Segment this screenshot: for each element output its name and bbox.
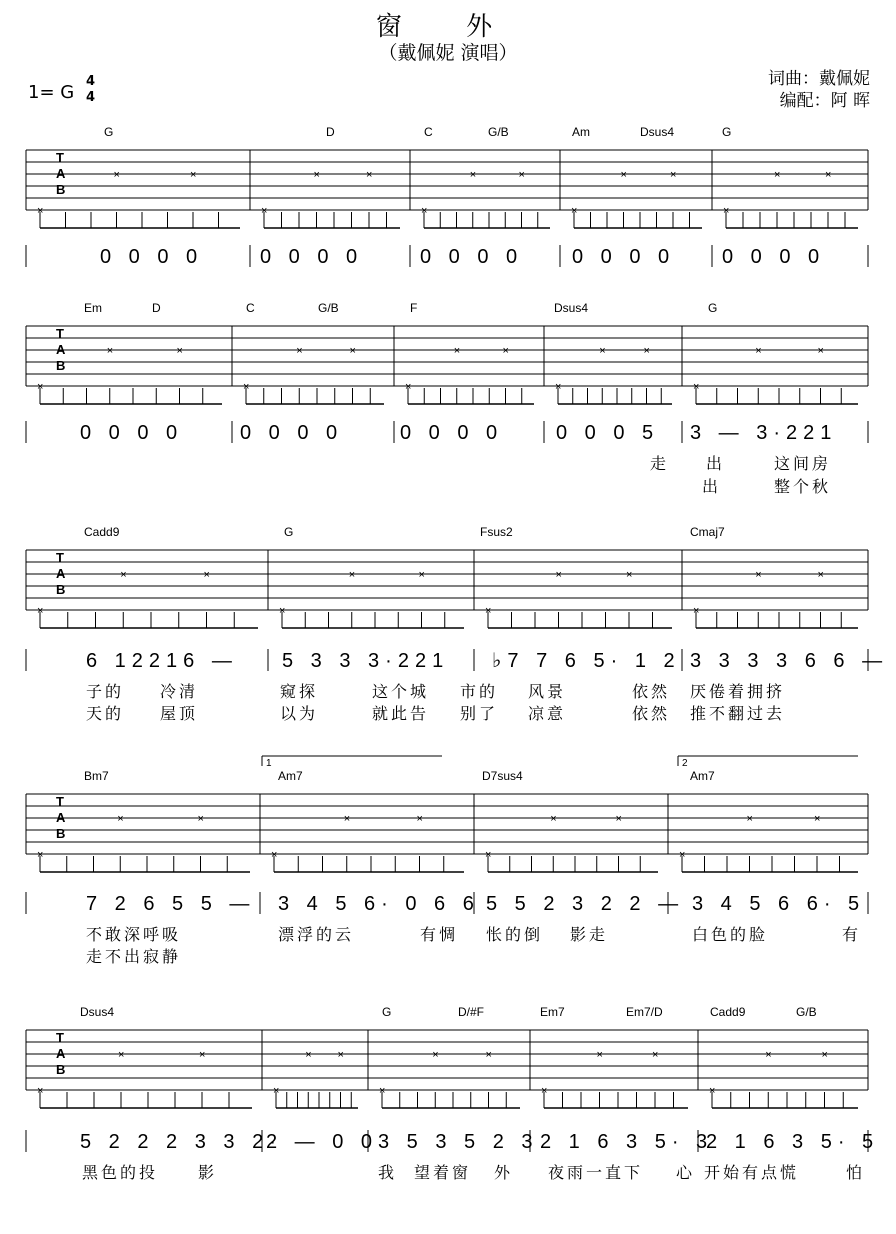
numbered-notation: 2 — 0 0 — [266, 1131, 379, 1153]
credit-lyrics-music: 词曲：戴佩妮 — [768, 69, 870, 89]
tab-fret-mark: × — [203, 569, 210, 581]
numbered-notation: 0 0 0 5 — [556, 422, 660, 444]
tab-fret-mark: × — [555, 381, 562, 393]
tab-fret-mark: × — [469, 169, 477, 181]
chord-name: Am — [572, 125, 590, 139]
time-signature-bottom: 4 — [86, 90, 96, 105]
lyric-line-2: 别了 — [460, 704, 499, 723]
tab-fret-mark: × — [615, 813, 622, 825]
lyric-line-1: 怅的倒 — [486, 925, 544, 944]
tab-fret-mark: × — [37, 1085, 44, 1097]
tab-fret-mark: × — [693, 605, 700, 617]
tab-fret-mark: × — [416, 813, 423, 825]
volta-number: 1 — [266, 758, 272, 769]
key-signature: 1= G — [28, 82, 75, 103]
numbered-notation: 5 5 2 3 2 2 — — [486, 893, 685, 915]
chord-name: G/B — [488, 125, 509, 139]
time-signature-top: 4 — [86, 74, 96, 89]
tab-fret-mark: × — [106, 345, 114, 357]
tab-fret-mark: × — [571, 205, 578, 217]
lyric-line-2: 以为 — [280, 704, 319, 723]
numbered-notation: ♭7 7 6 5· 1 2 — [492, 650, 681, 672]
numbered-notation: 3 — 3·221 — [690, 422, 838, 444]
tab-fret-mark: × — [485, 849, 492, 861]
chord-name: Em7 — [540, 1005, 565, 1019]
tab-clef-letter: A — [56, 342, 66, 357]
tab-clef-letter: T — [56, 1030, 64, 1045]
tab-fret-mark: × — [337, 1049, 344, 1061]
tab-clef-letter: B — [56, 826, 66, 841]
chord-name: C — [424, 125, 433, 139]
tab-clef-letter: B — [56, 358, 66, 373]
tab-clef-letter: T — [56, 550, 64, 565]
chord-name: D — [326, 125, 335, 139]
tab-fret-mark: × — [626, 569, 633, 581]
lyric-line-1: 风景 — [528, 682, 567, 701]
tab-fret-mark: × — [421, 205, 428, 217]
tab-fret-mark: × — [366, 169, 373, 181]
tab-fret-mark: × — [37, 849, 44, 861]
tab-fret-mark: × — [432, 1049, 439, 1061]
tab-fret-mark: × — [620, 169, 627, 181]
tab-clef-letter: T — [56, 326, 64, 341]
song-subtitle: （戴佩妮 演唱） — [378, 42, 518, 64]
tab-fret-mark: × — [243, 381, 250, 393]
lyric-line-1: 这间房 — [774, 454, 832, 473]
lyric-line-1: 白色的脸 — [692, 925, 769, 944]
lyric-line-1: 漂浮的云 — [278, 925, 355, 944]
lyric-line-1: 我 — [378, 1163, 398, 1182]
tab-fret-mark: × — [273, 1085, 280, 1097]
tab-fret-mark: × — [774, 169, 781, 181]
chord-name: Am7 — [278, 769, 303, 783]
chord-name: Cmaj7 — [690, 525, 725, 539]
tab-fret-mark: × — [117, 813, 124, 825]
chord-name: G/B — [796, 1005, 817, 1019]
lyric-line-1: 窥探 — [280, 682, 319, 701]
tab-fret-mark: × — [541, 1085, 548, 1097]
tab-fret-mark: × — [693, 381, 700, 393]
lyric-line-1: 这个城 — [372, 682, 430, 701]
tab-fret-mark: × — [197, 813, 204, 825]
tab-fret-mark: × — [755, 569, 762, 581]
tab-fret-mark: × — [37, 205, 44, 217]
chord-name: D/#F — [458, 1005, 485, 1019]
tab-fret-mark: × — [817, 569, 824, 581]
tab-fret-mark: × — [814, 813, 821, 825]
chord-name: D7sus4 — [482, 769, 523, 783]
lyric-line-1: 夜雨一直下 — [548, 1163, 644, 1182]
tab-clef-letter: A — [56, 166, 66, 181]
tab-fret-mark: × — [120, 569, 127, 581]
lyric-line-1: 心 — [676, 1163, 696, 1182]
song-title: 窗 外 — [375, 12, 521, 42]
lyric-line-2: 天的 — [86, 704, 125, 723]
chord-name: Am7 — [690, 769, 715, 783]
tab-fret-mark: × — [271, 849, 278, 861]
numbered-notation: 0 0 0 0 — [420, 246, 524, 268]
tab-fret-mark: × — [485, 1049, 492, 1061]
tab-fret-mark: × — [279, 605, 286, 617]
tab-fret-mark: × — [453, 345, 461, 357]
numbered-notation: 3 4 5 6· 0 6 6 — [278, 893, 480, 915]
chord-name: G — [708, 301, 718, 315]
lyric-line-1: 依然 — [632, 682, 671, 701]
lyric-line-1: 望着窗 — [414, 1163, 472, 1182]
lyric-line-2: 出 — [702, 477, 722, 496]
tab-fret-mark: × — [817, 345, 824, 357]
chord-name: Fsus2 — [480, 525, 513, 539]
tab-clef-letter: A — [56, 1046, 66, 1061]
chord-name: D — [152, 301, 161, 315]
tab-fret-mark: × — [679, 849, 686, 861]
numbered-notation: 3 4 5 6 6· 5 — [692, 893, 866, 915]
tab-fret-mark: × — [199, 1049, 206, 1061]
lyric-line-2: 走不出寂静 — [86, 947, 182, 966]
tab-fret-mark: × — [599, 345, 606, 357]
numbered-notation: 0 0 0 0 — [100, 246, 204, 268]
tab-fret-mark: × — [550, 813, 557, 825]
chord-name: Em — [84, 301, 102, 315]
lyric-line-2: 屋顶 — [160, 704, 199, 723]
lyric-line-1: 影 — [198, 1163, 218, 1182]
tab-fret-mark: × — [765, 1049, 772, 1061]
numbered-notation: 0 0 0 0 — [572, 246, 676, 268]
lyric-line-2: 推不翻过去 — [690, 704, 786, 723]
lyric-line-2: 就此告 — [372, 704, 430, 723]
tab-fret-mark: × — [176, 345, 183, 357]
numbered-notation: 3 5 3 5 2 3 — [378, 1131, 539, 1153]
lyric-line-1: 黑色的投 — [82, 1163, 159, 1182]
numbered-notation: 0 0 0 0 — [722, 246, 826, 268]
lyric-line-2: 依然 — [632, 704, 671, 723]
tab-clef-letter: B — [56, 182, 66, 197]
chord-name: G — [284, 525, 294, 539]
chord-name: Em7/D — [626, 1005, 663, 1019]
tab-fret-mark: × — [555, 569, 562, 581]
chord-name: G/B — [318, 301, 339, 315]
tab-fret-mark: × — [825, 169, 832, 181]
numbered-notation: 5 3 3 3·221 — [282, 650, 450, 672]
tab-fret-mark: × — [670, 169, 677, 181]
tab-fret-mark: × — [746, 813, 753, 825]
numbered-notation: 0 0 0 0 — [260, 246, 364, 268]
chord-name: Cadd9 — [710, 1005, 746, 1019]
credit-arranger: 编配：阿 晖 — [779, 91, 870, 111]
tab-fret-mark: × — [821, 1049, 828, 1061]
tab-fret-mark: × — [518, 169, 525, 181]
lyric-line-1: 有惆 — [420, 925, 459, 944]
tab-fret-mark: × — [348, 569, 356, 581]
tab-clef-letter: B — [56, 1062, 66, 1077]
chord-name: Bm7 — [84, 769, 109, 783]
lyric-line-1: 市的 — [460, 682, 499, 701]
lyric-line-2: 整个秋 — [774, 477, 832, 496]
chord-name: Cadd9 — [84, 525, 120, 539]
numbered-notation: 0 0 0 0 — [400, 422, 504, 444]
tab-clef-letter: A — [56, 810, 66, 825]
tab-fret-mark: × — [709, 1085, 716, 1097]
lyric-line-1: 怕 — [846, 1163, 866, 1182]
numbered-notation: 0 0 0 0 — [80, 422, 184, 444]
lyric-line-1: 影走 — [570, 925, 609, 944]
tab-fret-mark: × — [305, 1049, 312, 1061]
tab-fret-mark: × — [652, 1049, 659, 1061]
numbered-notation: 6 12216 — — [86, 650, 238, 672]
lyric-line-1: 外 — [494, 1163, 514, 1182]
tab-fret-mark: × — [313, 169, 320, 181]
tab-fret-mark: × — [418, 569, 425, 581]
numbered-notation: 2 1 6 3 5· 5 — [706, 1131, 880, 1153]
lyric-line-1: 走 — [650, 454, 670, 473]
tab-fret-mark: × — [596, 1049, 603, 1061]
lyric-line-1: 出 — [706, 454, 726, 473]
chord-name: Dsus4 — [554, 301, 589, 315]
tab-clef-letter: B — [56, 582, 66, 597]
lyric-line-1: 冷清 — [160, 682, 199, 701]
lyric-line-1: 开始有点慌 — [704, 1163, 800, 1182]
chord-name: G — [104, 125, 114, 139]
chord-name: Dsus4 — [80, 1005, 115, 1019]
tab-clef-letter: A — [56, 566, 66, 581]
numbered-notation: 7 2 6 5 5 — — [86, 893, 256, 915]
lyric-line-1: 子的 — [86, 682, 125, 701]
lyric-line-2: 凉意 — [528, 704, 567, 723]
chord-name: G — [382, 1005, 392, 1019]
tab-clef-letter: T — [56, 150, 64, 165]
tab-fret-mark: × — [485, 605, 492, 617]
tab-fret-mark: × — [118, 1049, 125, 1061]
numbered-notation: 2 1 6 3 5· 3 — [540, 1131, 714, 1153]
tab-fret-mark: × — [261, 205, 268, 217]
lyric-line-1: 不敢深呼吸 — [86, 925, 182, 944]
tab-fret-mark: × — [723, 205, 730, 217]
tab-fret-mark: × — [643, 345, 650, 357]
chord-name: Dsus4 — [640, 125, 675, 139]
chord-name: C — [246, 301, 255, 315]
tab-fret-mark: × — [37, 381, 44, 393]
numbered-notation: 3 3 3 3 6 6 — — [690, 650, 889, 672]
lyric-line-1: 厌倦着拥挤 — [690, 682, 786, 701]
tab-fret-mark: × — [502, 345, 509, 357]
tab-fret-mark: × — [755, 345, 762, 357]
tab-fret-mark: × — [405, 381, 412, 393]
tab-fret-mark: × — [296, 345, 303, 357]
volta-number: 2 — [682, 758, 688, 769]
tab-fret-mark: × — [113, 169, 120, 181]
tab-fret-mark: × — [343, 813, 351, 825]
tab-clef-letter: T — [56, 794, 64, 809]
lyric-line-1: 有 — [842, 925, 862, 944]
numbered-notation: 5 2 2 2 3 3 2· — [80, 1131, 282, 1153]
tab-fret-mark: × — [190, 169, 197, 181]
tab-fret-mark: × — [349, 345, 356, 357]
chord-name: F — [410, 301, 418, 315]
numbered-notation: 0 0 0 0 — [240, 422, 344, 444]
chord-name: G — [722, 125, 732, 139]
tab-fret-mark: × — [37, 605, 44, 617]
tab-fret-mark: × — [379, 1085, 386, 1097]
